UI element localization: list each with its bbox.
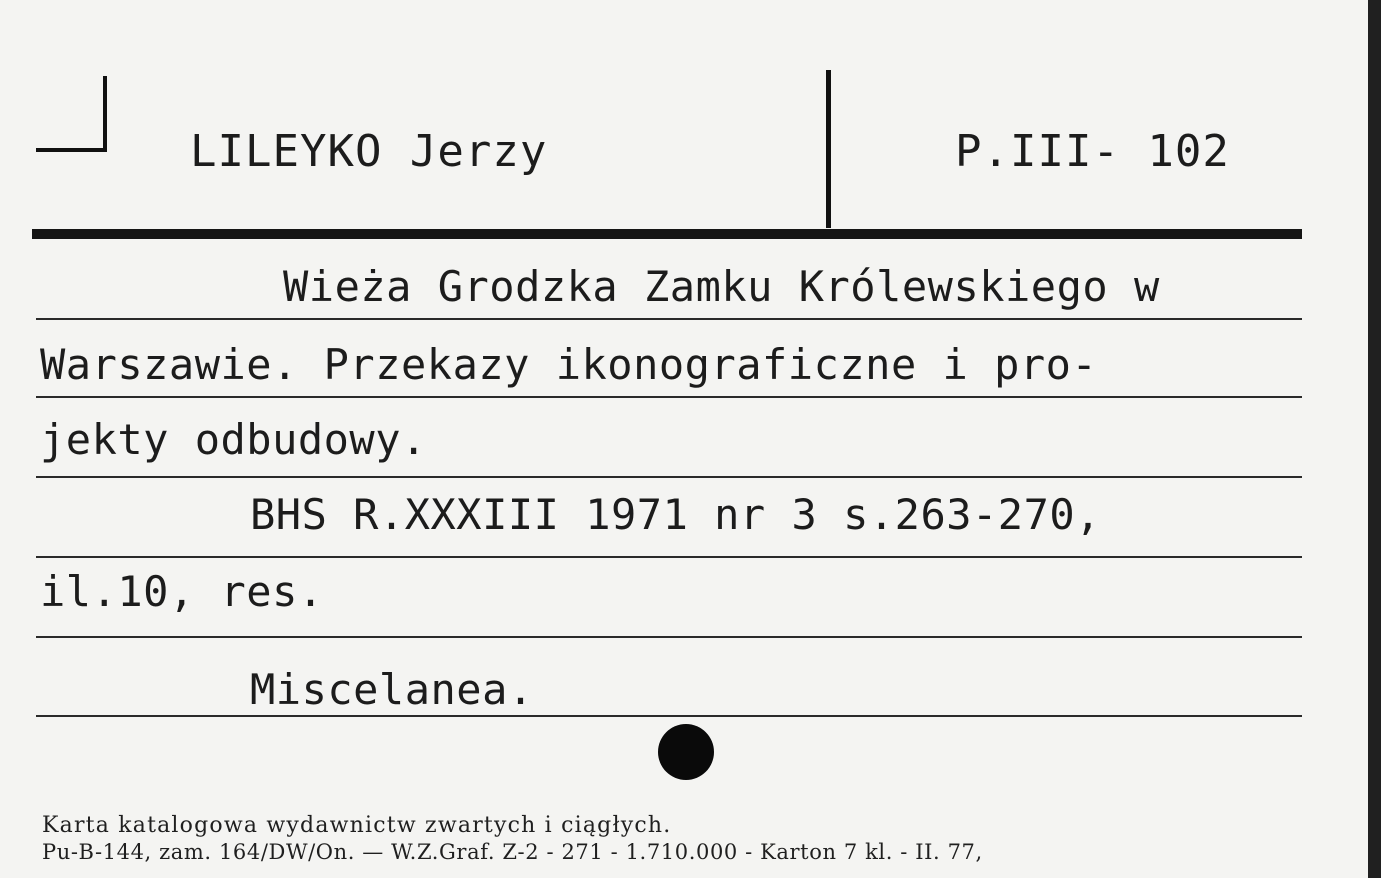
ruled-line xyxy=(36,636,1302,638)
ruled-line xyxy=(36,396,1302,398)
header-rule xyxy=(32,229,1302,239)
title-line-1: Wieża Grodzka Zamku Królewskiego w xyxy=(283,262,1160,311)
title-line-2: Warszawie. Przekazy ikonograficzne i pro- xyxy=(40,340,1098,389)
title-line-3: jekty odbudowy. xyxy=(40,415,427,464)
subject-heading: Miscelanea. xyxy=(250,665,534,714)
ruled-line xyxy=(36,476,1302,478)
punch-hole xyxy=(658,724,714,780)
ruled-line xyxy=(36,318,1302,320)
footer-print-info: Pu-B-144, zam. 164/DW/On. — W.Z.Graf. Z-2 - 271 - 1.710.000 - Karton 7 kl. - II. 77, xyxy=(42,840,983,864)
corner-mark-vertical xyxy=(103,76,107,152)
ruled-line xyxy=(36,556,1302,558)
call-number: P.III- 102 xyxy=(955,126,1230,177)
corner-mark-horizontal xyxy=(36,148,107,152)
source-line-2: il.10, res. xyxy=(40,567,324,616)
source-line-1: BHS R.XXXIII 1971 nr 3 s.263-270, xyxy=(250,490,1101,539)
author-name: LILEYKO Jerzy xyxy=(190,126,548,177)
footer-form-title: Karta katalogowa wydawnictw zwartych i ciągłych. xyxy=(42,813,672,838)
header-divider xyxy=(826,70,831,228)
scan-edge xyxy=(1368,0,1381,878)
ruled-line xyxy=(36,715,1302,717)
